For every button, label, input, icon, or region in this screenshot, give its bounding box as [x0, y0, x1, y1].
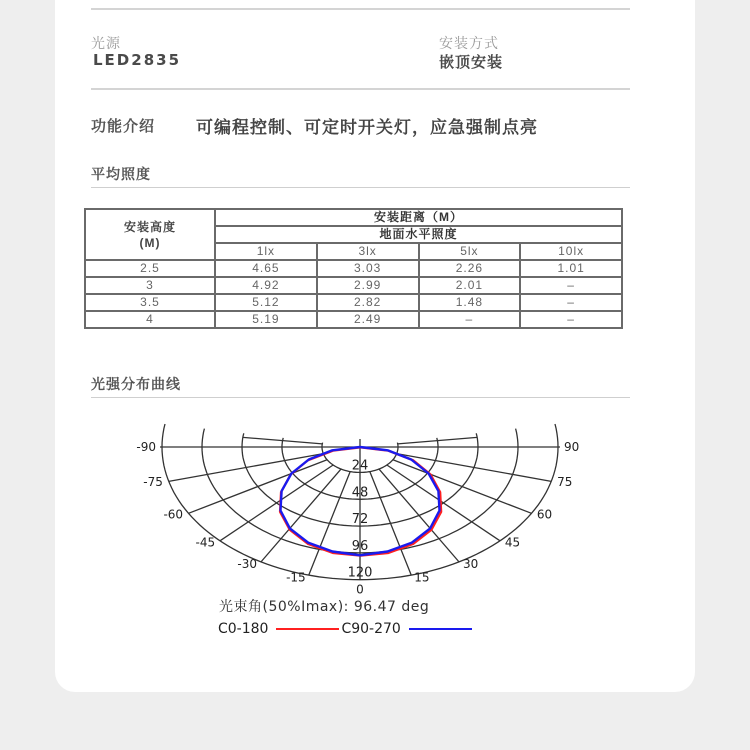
install-method-label: 安装方式 — [439, 36, 499, 52]
polar-spoke — [220, 465, 333, 541]
light-source-label: 光源 — [91, 36, 121, 52]
angle-label: 30 — [463, 557, 479, 572]
radial-label: 120 — [347, 565, 373, 581]
polar-spoke — [387, 465, 500, 541]
polar-spoke — [309, 472, 350, 576]
install-method-value: 嵌顶安装 — [439, 53, 504, 71]
cell-value: 4.65 — [215, 260, 317, 277]
cell-value: 5.12 — [215, 294, 317, 311]
table-row — [85, 311, 622, 328]
polar-spoke — [393, 460, 532, 514]
cell-value: – — [520, 277, 622, 294]
distribution-section-title: 光强分布曲线 — [91, 377, 181, 393]
radial-label: 72 — [351, 512, 369, 528]
cell-value: 5.19 — [215, 311, 317, 328]
legend-line-c0 — [276, 628, 339, 630]
chart-legend — [218, 621, 474, 637]
table-row — [85, 260, 622, 277]
angle-label: 90 — [564, 440, 580, 454]
header-install-distance: 安装距离（M） — [215, 209, 622, 226]
column-header: 5lx — [419, 243, 521, 260]
function-label: 功能介绍 — [91, 117, 156, 135]
column-header: 1lx — [215, 243, 317, 260]
light-source-value: LED2835 — [93, 51, 182, 69]
divider — [91, 187, 630, 188]
cell-value: – — [419, 311, 521, 328]
cell-height: 3 — [85, 277, 215, 294]
angle-label: 45 — [504, 535, 521, 550]
cell-value: 2.49 — [317, 311, 419, 328]
cell-value: 2.99 — [317, 277, 419, 294]
cell-value: 2.82 — [317, 294, 419, 311]
angle-label: -90 — [136, 440, 156, 454]
angle-label: -60 — [163, 507, 184, 522]
polar-spoke — [379, 469, 459, 562]
column-header: 3lx — [317, 243, 419, 260]
angle-label: -15 — [286, 570, 306, 585]
cell-height: 2.5 — [85, 260, 215, 277]
cell-value: 2.01 — [419, 277, 521, 294]
column-header: 10lx — [520, 243, 622, 260]
divider — [91, 88, 630, 90]
illuminance-table — [84, 208, 623, 329]
cell-value: 3.03 — [317, 260, 419, 277]
cell-value: 2.26 — [419, 260, 521, 277]
header-ground-illuminance: 地面水平照度 — [215, 226, 622, 243]
header-install-height-text: 安装高度(M) — [123, 219, 176, 250]
radial-label: 24 — [351, 458, 369, 474]
legend-label-c90: C90-270 — [341, 621, 401, 637]
table-row — [85, 294, 622, 311]
angle-label: 15 — [414, 570, 430, 585]
cell-value: – — [520, 311, 622, 328]
beam-angle-text: 光束角(50%Imax): 96.47 deg — [219, 599, 430, 615]
angle-label-zero: 0 — [356, 582, 364, 595]
table-row — [85, 277, 622, 294]
polar-distribution-chart — [120, 420, 600, 595]
angle-label: -75 — [143, 475, 163, 490]
radial-label: 48 — [351, 485, 369, 501]
cell-height: 4 — [85, 311, 215, 328]
legend-line-c90 — [409, 628, 472, 630]
polar-spoke — [189, 460, 328, 514]
cell-value: 1.01 — [520, 260, 622, 277]
header-install-height — [85, 209, 215, 260]
angle-label: 75 — [557, 475, 573, 490]
angle-label: 60 — [536, 507, 553, 522]
function-value: 可编程控制、可定时开关灯，应急强制点亮 — [196, 118, 538, 138]
legend-label-c0: C0-180 — [218, 621, 269, 637]
cell-value: 1.48 — [419, 294, 521, 311]
radial-label: 96 — [351, 538, 369, 554]
cell-height: 3.5 — [85, 294, 215, 311]
polar-spoke — [261, 469, 341, 562]
cell-value: 4.92 — [215, 277, 317, 294]
divider — [91, 8, 630, 10]
angle-label: -45 — [195, 535, 216, 550]
polar-spoke — [370, 472, 411, 576]
cell-value: – — [520, 294, 622, 311]
angle-label: -30 — [237, 557, 257, 572]
divider — [91, 397, 630, 398]
polar-labels — [136, 440, 579, 595]
illuminance-section-title: 平均照度 — [91, 167, 151, 183]
